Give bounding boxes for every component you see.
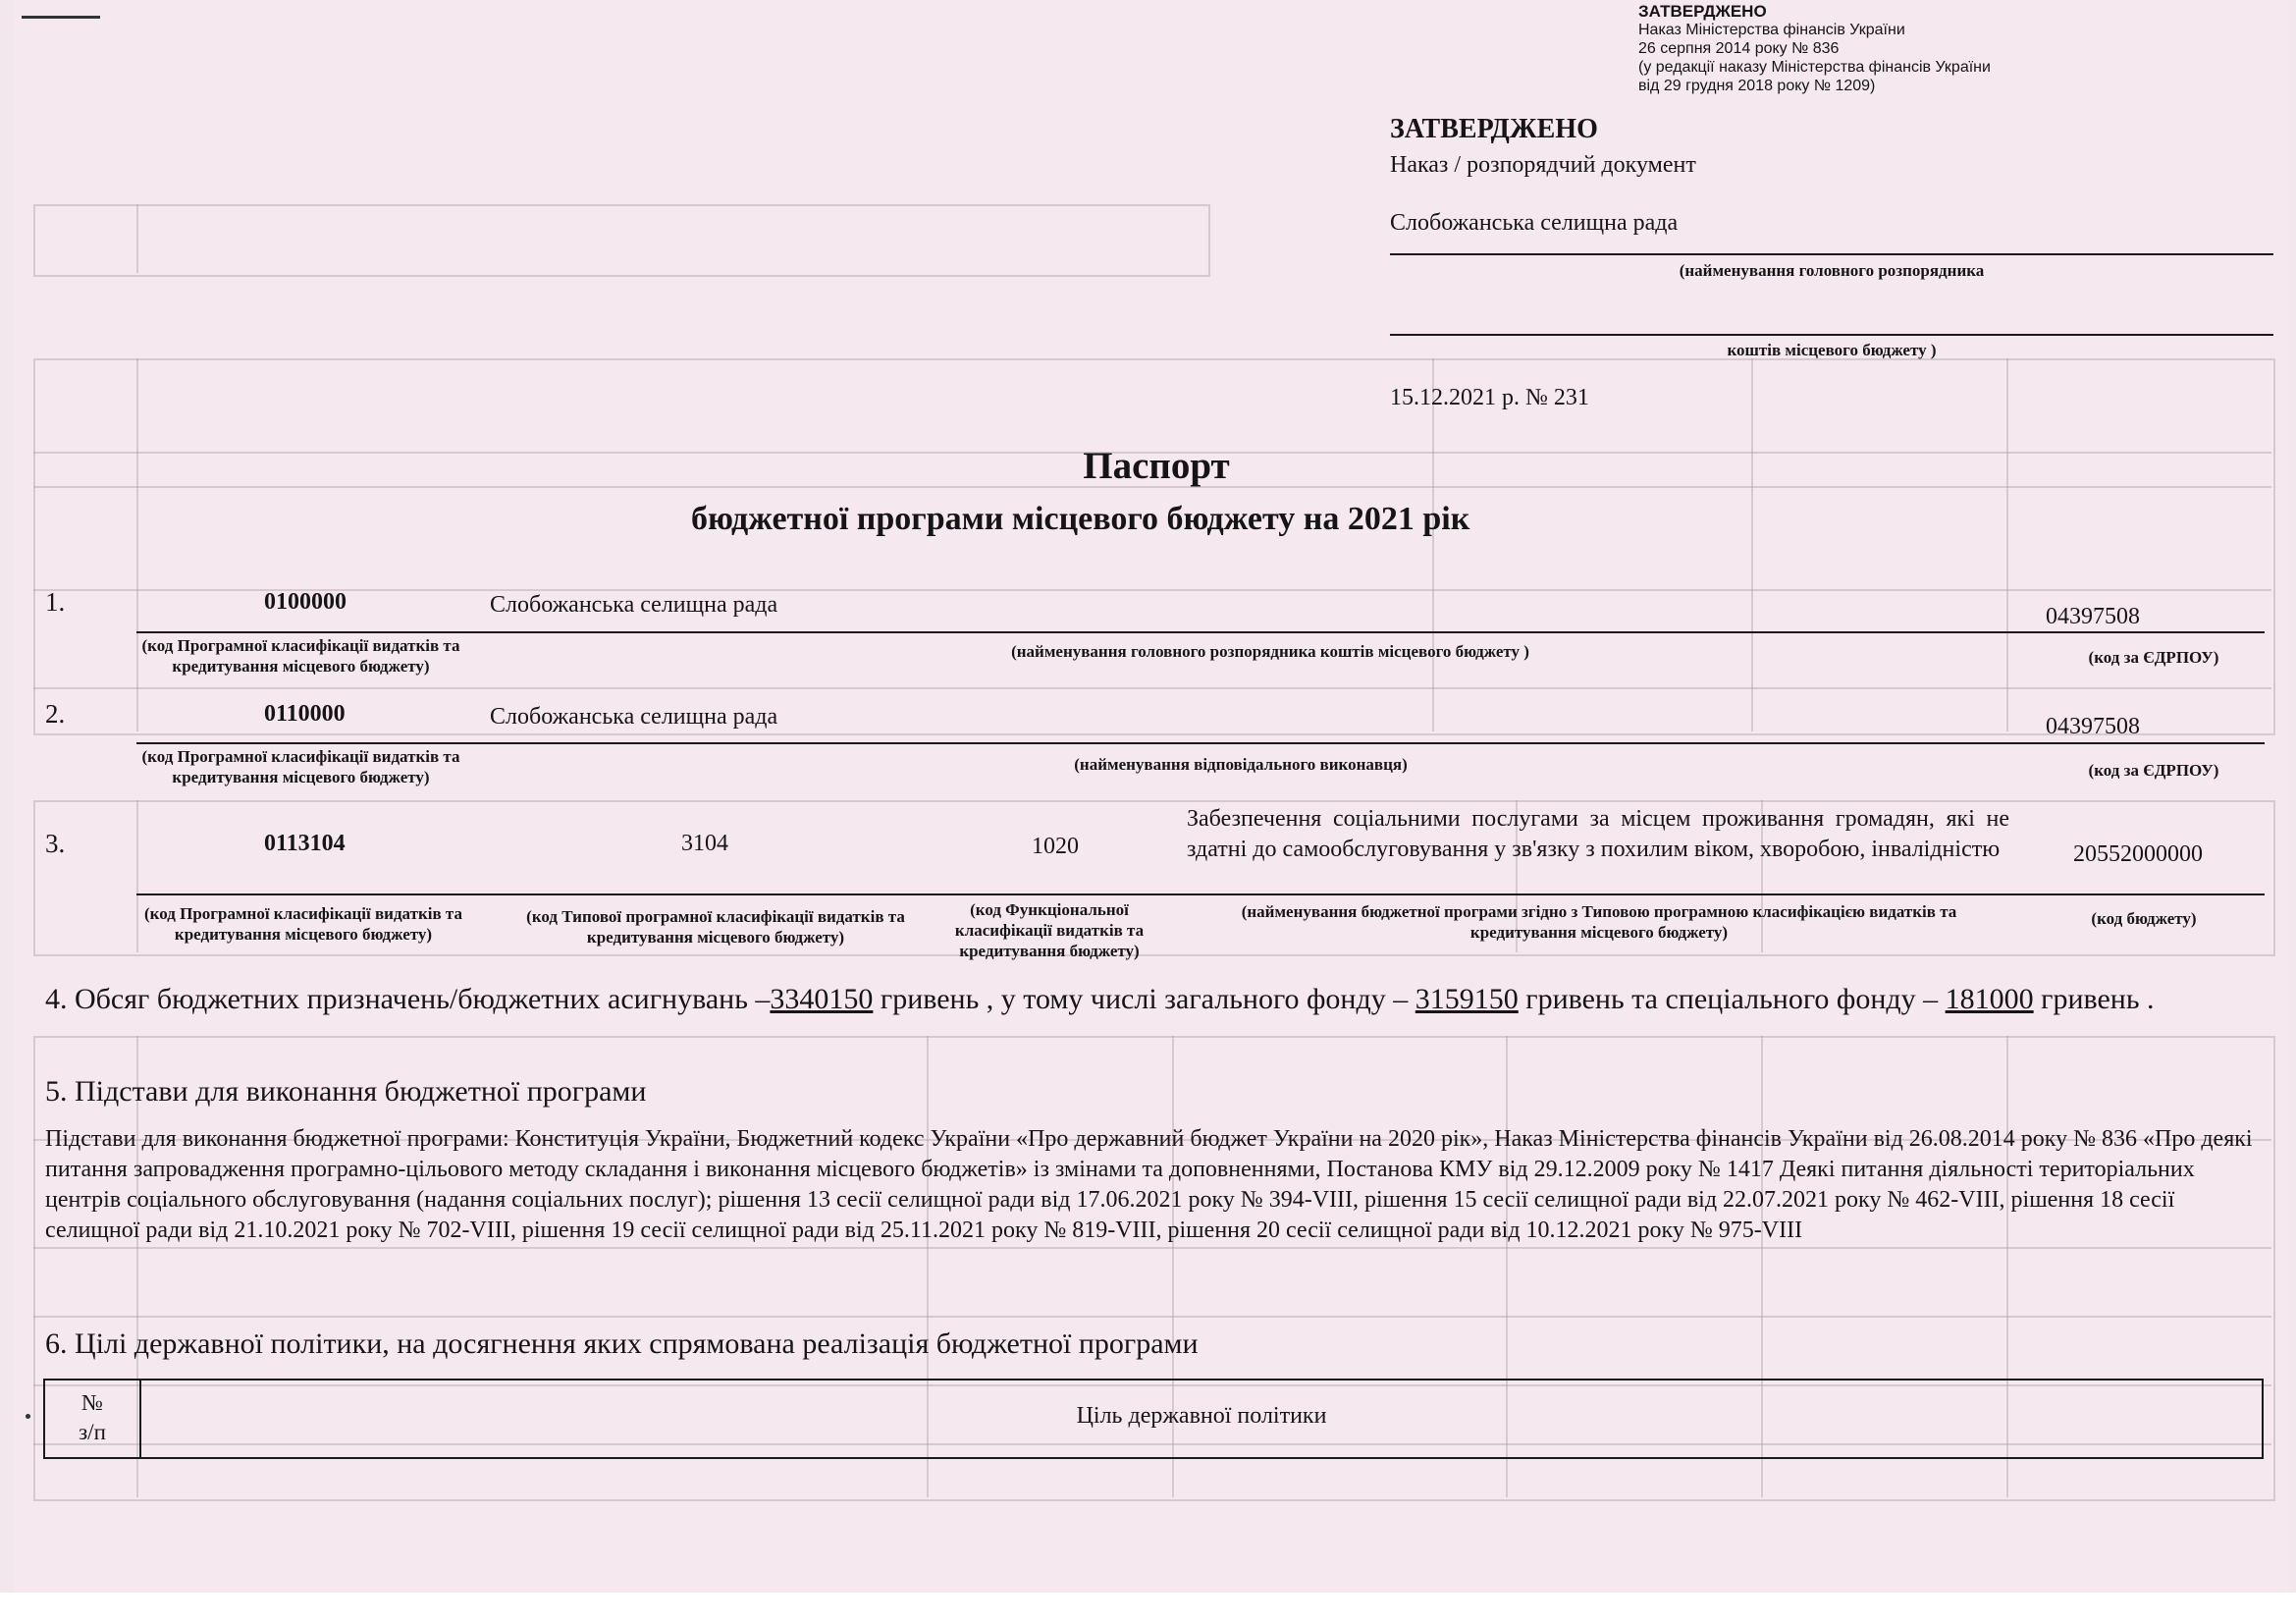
scan-bottom-margin [0,1593,2296,1624]
approval-authority: Слобожанська селищна рада [1390,210,1679,236]
document-page [14,0,2289,1593]
approval-authority-caption: (найменування головного розпорядника [1679,261,1985,280]
section5-heading: 5. Підстави для виконання бюджетної програми [45,1075,647,1108]
special-fund-amount: 181000 [1945,983,2034,1015]
row1-code: 0100000 [264,589,347,615]
goals-table [43,1379,2264,1459]
row3-code-caption: (код Програмної класифікації видатків та кредитування місцевого бюджету) [144,904,462,944]
row2-name: Слобожанська селищна рада [490,704,778,730]
row2-edrpou: 04397508 [2046,714,2140,739]
row3-typical-code: 3104 [681,831,728,856]
section6-heading: 6. Цілі державної політики, на досягнення яких спрямована реалізація бюджетної програми [45,1327,1199,1360]
stamp-line: від 29 грудня 2018 року № 1209) [1638,78,1876,94]
approval-funds-caption: коштів місцевого бюджету ) [1727,341,1937,359]
row1-name: Слобожанська селищна рада [490,592,778,618]
row2-edrpou-caption: (код за ЄДРПОУ) [2088,761,2219,780]
passport-title: Паспорт [1083,445,1230,487]
row2-code-caption: (код Програмної класифікації видатків та кредитування місцевого бюджету) [141,747,460,786]
row1-name-caption: (найменування головного розпорядника коштів місцевого бюджету ) [1011,642,1529,661]
row2-code: 0110000 [264,701,346,727]
row1-edrpou: 04397508 [2046,604,2140,629]
row2-number: 2. [45,699,66,729]
row3-budget-caption: (код бюджету) [2091,909,2197,928]
goals-col-goal-header: Ціль державної політики [1076,1403,1327,1429]
row3-budget-code: 20552000000 [2073,841,2203,867]
row3-code: 0113104 [264,831,346,856]
row1-edrpou-caption: (код за ЄДРПОУ) [2088,648,2219,667]
stamp-line: Наказ Міністерства фінансів України [1638,22,1905,38]
row3-line [136,893,2265,895]
header-stamp [1638,2,1991,95]
row3-functional-caption: (код Функціональної класифікації видатків та кредитування бюджету) [954,900,1145,960]
row3-functional-code: 1020 [1032,834,1079,859]
stamp-line: (у редакції наказу Міністерства фінансів України [1638,59,1991,76]
general-fund-amount: 3159150 [1415,983,1519,1015]
row1-number: 1. [45,587,66,617]
row3-name-caption: (найменування бюджетної програми згідно з Типовою програмною класифікацією видатків та кредитування місцевого бюджету) [1241,902,1957,942]
total-amount: 3340150 [770,983,874,1015]
row2-line [136,742,2265,744]
scan-dot [26,1414,30,1419]
scan-mark [22,16,100,19]
row3-number: 3. [45,829,66,858]
row1-code-caption: (код Програмної класифікації видатків та кредитування місцевого бюджету) [141,636,460,676]
row3-typical-caption: (код Типової програмної класифікації видатків та кредитування місцевого бюджету) [526,907,905,947]
stamp-title: ЗАТВЕРДЖЕНО [1638,2,1767,21]
approval-authority-line [1390,253,2273,255]
stamp-line: 26 серпня 2014 року № 836 [1638,40,1840,57]
goals-col-number-header: № з/п [79,1390,106,1444]
row2-name-caption: (найменування відповідального виконавця) [1074,755,1408,774]
approval-funds-line [1390,334,2273,336]
row1-line [136,631,2265,633]
approval-date-number: 15.12.2021 р. № 231 [1390,385,1589,410]
section5-text: Підстави для виконання бюджетної програми: Конституція України, Бюджетний кодекс України «Про державний бюджет України на 2020 рік», Наказ Міністерства фінансів України від 26.08.2014 року № 836 «Про деякі питання запровадження програмно-цільового методу складання і виконання місцевого бюджетів» із змінами та доповненнями, Постанова КМУ від 29.12.2009 року № 1417 Деякі питання діяльності територіальних центрів соціального обслуговування (надання соціальних послуг); рішення 13 сесії селищної ради від 17.06.2021 року № 394-VIII, рішення 15 сесії селищної ради від 22.07.2021 року № 462-VIII, рішення 18 сесії селищної ради від 21.10.2021 року № 702-VIII, рішення 19 сесії селищної ради від 25.11.2021 року № 819-VIII, рішення 20 сесії селищної ради від 10.12.2021 року № 975-VIII [45,1126,2253,1243]
approval-title: ЗАТВЕРДЖЕНО [1390,114,1598,144]
row3-program-name: Забезпечення соціальними послугами за місцем проживання громадян, які не здатні до самообслуговування у зв'язку з похилим віком, хворобою, інвалідністю [1187,806,2009,862]
section4-amounts: 4. Обсяг бюджетних призначень/бюджетних асигнувань –3340150 гривень , у тому числі загального фонду – 3159150 гривень та спеціального фонду – 181000 гривень . [45,983,2155,1015]
passport-subtitle: бюджетної програми місцевого бюджету на 2021 рік [691,501,1470,537]
approval-order-label: Наказ / розпорядчий документ [1390,152,1696,178]
